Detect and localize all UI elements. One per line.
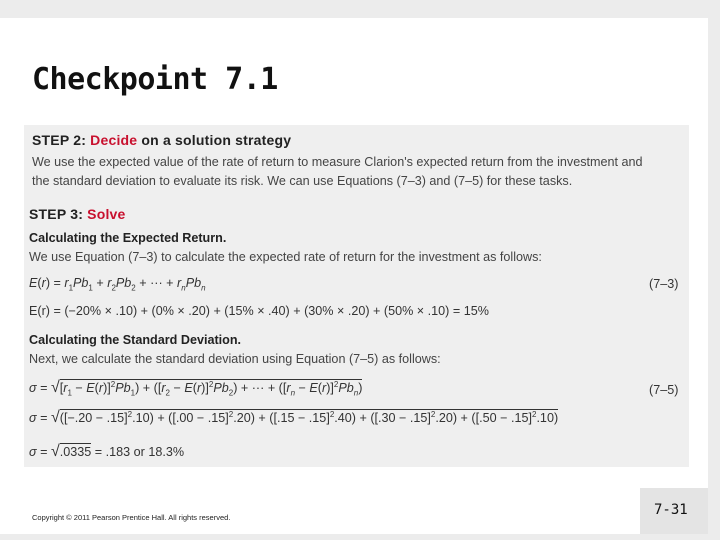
- equation-tag-7-5: (7–5): [649, 383, 679, 397]
- step3-label: STEP 3:: [29, 206, 84, 222]
- step2-para-line1: We use the expected value of the rate of return to measure Clarion's expected return from the investment and: [32, 155, 643, 169]
- copyright-footer: Copyright © 2011 Pearson Prentice Hall. All rights reserved.: [32, 513, 231, 522]
- std-dev-radicand: .0335: [59, 445, 92, 459]
- std-dev-para: Next, we calculate the standard deviation using Equation (7–5) as follows:: [29, 352, 441, 366]
- slide-title: Checkpoint 7.1: [32, 62, 278, 97]
- expected-return-heading: Calculating the Expected Return.: [29, 231, 227, 245]
- step2-para-line2: the standard deviation to evaluate its risk. We can use Equations (7–3) and (7–5) for these tasks.: [32, 174, 573, 188]
- equation-std-dev-general: $\sigma = √[r_1 - E(r)]^2Pb_1) + ([r_2 - E(r)]^2Pb_2)$ + ··· + $([r_n - E(r)]^2Pb_n)$: [29, 379, 363, 398]
- bottom-rule: [0, 534, 720, 540]
- solution-panel: [24, 125, 689, 467]
- top-rule: [0, 0, 720, 18]
- step3-heading: [29, 206, 126, 222]
- step2-label: STEP 2:: [32, 132, 87, 148]
- equation-std-dev-values: $\sigma = √([-.20 - .15]^2.10) + ([.00 - .15]^2.20) + ([.15 - .15]^2.40) + ([.30 - .15]^2.20) + ([.50 - .15]^2.10)$: [29, 409, 559, 426]
- equation-expected-return-values: E(r) = (−20% × .10) + (0% × .20) + (15% × .40) + (30% × .20) + (50% × .10) = 15%: [29, 304, 489, 318]
- step2-accent: Decide: [90, 132, 138, 148]
- step2-rest: on a solution strategy: [141, 132, 292, 148]
- std-dev-heading: Calculating the Standard Deviation.: [29, 333, 242, 347]
- step3-accent: Solve: [87, 206, 126, 222]
- right-rule: [708, 0, 720, 540]
- equation-tag-7-3: (7–3): [649, 277, 679, 291]
- equation-expected-return-general: $E(r) = r_1Pb_1 + r_2Pb_2$ + ··· + $r_nPb_n$: [29, 276, 206, 293]
- std-dev-result: = .183 or 18.3%: [94, 445, 185, 459]
- expected-return-para: We use Equation (7–3) to calculate the expected rate of return for the investment as follows:: [29, 250, 542, 264]
- equation-std-dev-result: σ = √.0335 = .183 or 18.3%: [29, 443, 185, 460]
- step2-heading: [32, 132, 291, 148]
- page-number: 7-31: [654, 502, 688, 518]
